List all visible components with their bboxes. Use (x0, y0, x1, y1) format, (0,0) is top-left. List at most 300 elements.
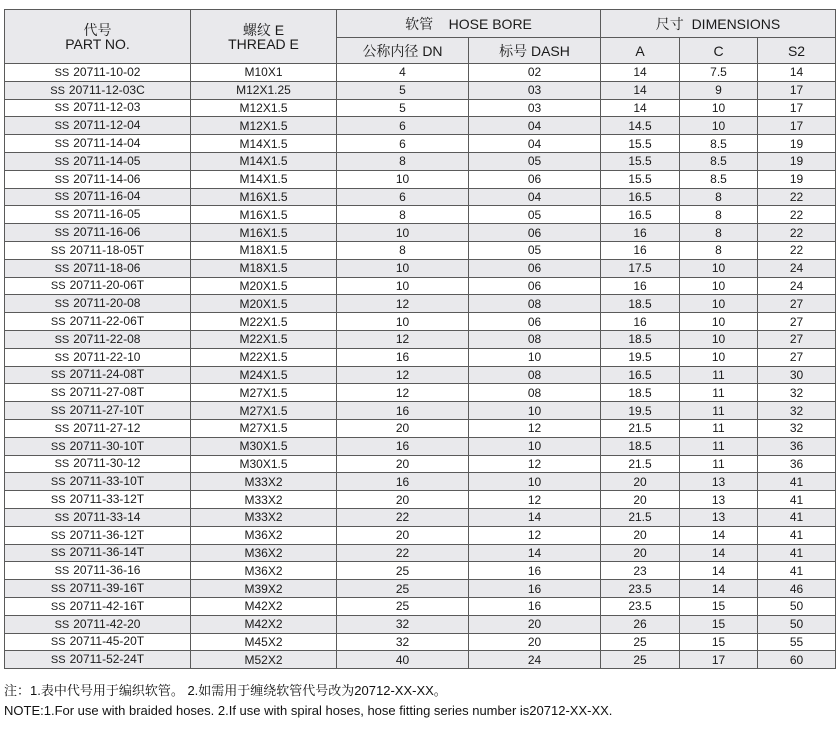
thread-cell: M39X2 (191, 580, 337, 598)
dim-a-cell: 16.5 (601, 206, 680, 224)
part-number: 20711-14-06 (73, 171, 141, 186)
spec-table-body (5, 64, 836, 669)
thread-cell: M10X1 (191, 64, 337, 82)
part-no-cell (5, 224, 191, 242)
dn-cell: 20 (337, 455, 469, 473)
dim-a-cell: 18.5 (601, 437, 680, 455)
thread-cell: M36X2 (191, 562, 337, 580)
part-no-cell (5, 562, 191, 580)
part-number: 20711-20-08 (73, 296, 141, 311)
dim-s2-cell: 50 (758, 597, 836, 615)
material-prefix: SS (50, 583, 66, 595)
part-number: 20711-24-08T (69, 367, 145, 382)
thread-cell: M42X2 (191, 615, 337, 633)
dash-cell: 03 (469, 99, 601, 117)
dash-cell: 10 (469, 348, 601, 366)
dim-a-cell: 16 (601, 241, 680, 259)
dn-cell: 10 (337, 313, 469, 331)
dimensions-header (601, 10, 836, 38)
part-number: 20711-33-14 (73, 509, 141, 524)
part-no-cell (5, 241, 191, 259)
dim-a-cell: 16 (601, 277, 680, 295)
hose-bore-header (337, 10, 601, 38)
part-number: 20711-12-03 (73, 100, 141, 115)
dim-c-cell: 10 (680, 277, 758, 295)
material-prefix: SS (54, 422, 70, 435)
dim-a-cell: 15.5 (601, 152, 680, 170)
dim-a-cell: 16 (601, 224, 680, 242)
material-prefix: SS (50, 494, 66, 507)
dash-header: 标号 DASH (469, 38, 601, 64)
table-row (5, 135, 836, 153)
dim-s2-cell: 30 (758, 366, 836, 384)
dim-s2-cell: 41 (758, 473, 836, 491)
dim-s2-cell: 27 (758, 313, 836, 331)
material-prefix: SS (50, 316, 66, 329)
table-row (5, 526, 836, 544)
part-no-cell (5, 277, 191, 295)
note-en: NOTE:1.For use with braided hoses. 2.If use with spiral hoses, hose fitting series number is20712-XX-XX. (4, 703, 613, 718)
material-prefix: SS (54, 120, 70, 133)
dim-s2-cell: 41 (758, 562, 836, 580)
part-no-cell (5, 135, 191, 153)
thread-header (191, 10, 337, 64)
dim-a-cell: 19.5 (601, 402, 680, 420)
thread-cell: M22X1.5 (191, 348, 337, 366)
dash-cell: 08 (469, 295, 601, 313)
table-row (5, 313, 836, 331)
material-prefix: SS (54, 155, 70, 168)
part-no-cell (5, 455, 191, 473)
dim-c-cell: 7.5 (680, 64, 758, 82)
dn-cell: 4 (337, 64, 469, 82)
part-number: 20711-12-03C (68, 82, 145, 97)
dn-cell: 20 (337, 526, 469, 544)
part-no-cell (5, 313, 191, 331)
thread-cell: M18X1.5 (191, 241, 337, 259)
thread-cell: M12X1.5 (191, 117, 337, 135)
material-prefix: SS (54, 262, 70, 275)
thread-cell: M36X2 (191, 544, 337, 562)
dn-cell: 22 (337, 508, 469, 526)
dash-cell: 20 (469, 615, 601, 633)
table-row (5, 170, 836, 188)
dim-c-header: C (680, 38, 758, 64)
dim-a-cell: 14 (601, 99, 680, 117)
dim-c-cell: 17 (680, 651, 758, 669)
thread-cell: M22X1.5 (191, 313, 337, 331)
part-number: 20711-36-12T (69, 527, 145, 542)
table-row (5, 491, 836, 509)
dim-c-cell: 10 (680, 330, 758, 348)
material-prefix: SS (54, 298, 70, 311)
dim-c-cell: 9 (680, 81, 758, 99)
dn-cell: 25 (337, 562, 469, 580)
dn-cell: 22 (337, 544, 469, 562)
dash-cell: 06 (469, 170, 601, 188)
dim-c-cell: 15 (680, 597, 758, 615)
table-row (5, 366, 836, 384)
table-row (5, 615, 836, 633)
table-row (5, 419, 836, 437)
material-prefix: SS (50, 547, 66, 560)
thread-cell: M14X1.5 (191, 170, 337, 188)
dn-cell: 12 (337, 366, 469, 384)
part-number: 20711-39-16T (69, 581, 145, 595)
part-number: 20711-27-10T (69, 403, 145, 418)
dim-s2-cell: 36 (758, 437, 836, 455)
thread-cell: M20X1.5 (191, 277, 337, 295)
dim-s2-cell: 36 (758, 455, 836, 473)
dim-a-cell: 15.5 (601, 170, 680, 188)
dim-s2-cell: 41 (758, 508, 836, 526)
dim-c-cell: 11 (680, 384, 758, 402)
dimensions-header-en: DIMENSIONS (691, 15, 781, 32)
table-row (5, 562, 836, 580)
dash-cell: 06 (469, 277, 601, 295)
material-prefix: SS (50, 280, 66, 293)
dim-a-cell: 20 (601, 491, 680, 509)
dim-s2-cell: 17 (758, 99, 836, 117)
dim-a-cell: 19.5 (601, 348, 680, 366)
dim-s2-cell: 60 (758, 651, 836, 669)
dn-cell: 25 (337, 580, 469, 598)
table-row (5, 508, 836, 526)
table-row (5, 188, 836, 206)
part-no-cell (5, 366, 191, 384)
material-prefix: SS (50, 636, 66, 649)
dn-cell: 8 (337, 241, 469, 259)
part-number: 20711-33-10T (69, 474, 145, 489)
thread-cell: M16X1.5 (191, 188, 337, 206)
dim-s2-cell: 22 (758, 224, 836, 242)
part-no-cell (5, 491, 191, 509)
part-no-cell (5, 402, 191, 420)
dim-c-cell: 8 (680, 241, 758, 259)
dash-cell: 06 (469, 259, 601, 277)
table-row (5, 224, 836, 242)
dim-s2-cell: 50 (758, 615, 836, 633)
thread-cell: M12X1.5 (191, 99, 337, 117)
dim-c-cell: 8 (680, 224, 758, 242)
part-no-header-cn: 代号 (83, 21, 112, 38)
part-number: 20711-20-06T (69, 278, 145, 293)
part-no-cell (5, 152, 191, 170)
part-no-cell (5, 206, 191, 224)
thread-cell: M36X2 (191, 526, 337, 544)
material-prefix: SS (50, 387, 66, 400)
dim-s2-cell: 17 (758, 117, 836, 135)
dim-a-cell: 23.5 (601, 597, 680, 615)
material-prefix: SS (54, 565, 70, 578)
table-row (5, 597, 836, 615)
dim-c-cell: 13 (680, 508, 758, 526)
dash-cell: 05 (469, 152, 601, 170)
table-row (5, 241, 836, 259)
material-prefix: SS (50, 84, 65, 97)
table-row (5, 259, 836, 277)
part-number: 20711-30-12 (73, 456, 141, 471)
part-number: 20711-45-20T (69, 634, 145, 649)
thread-cell: M24X1.5 (191, 366, 337, 384)
dim-c-cell: 8.5 (680, 170, 758, 188)
part-number: 20711-42-16T (69, 598, 145, 613)
thread-cell: M33X2 (191, 508, 337, 526)
hose-bore-header-cn: 软管 (405, 15, 434, 32)
fitting-spec-table (4, 9, 836, 669)
dn-cell: 12 (337, 384, 469, 402)
dn-cell: 32 (337, 615, 469, 633)
dim-c-cell: 11 (680, 419, 758, 437)
note-cn: 注：1.表中代号用于编织软管。 2.如需用于缠绕软管代号改为20712-XX-XX。 (4, 683, 447, 698)
table-row (5, 437, 836, 455)
thread-cell: M45X2 (191, 633, 337, 651)
dim-a-cell: 14 (601, 64, 680, 82)
dash-cell: 24 (469, 651, 601, 669)
dim-c-cell: 13 (680, 491, 758, 509)
part-number: 20711-33-12T (69, 492, 145, 507)
table-row (5, 348, 836, 366)
dn-cell: 16 (337, 473, 469, 491)
dim-s2-cell: 22 (758, 206, 836, 224)
table-row (5, 384, 836, 402)
dim-a-cell: 20 (601, 544, 680, 562)
dn-cell: 6 (337, 117, 469, 135)
dash-cell: 06 (469, 224, 601, 242)
dim-a-cell: 25 (601, 633, 680, 651)
dim-a-cell: 18.5 (601, 330, 680, 348)
dash-cell: 04 (469, 188, 601, 206)
dn-cell: 20 (337, 491, 469, 509)
dn-cell: 8 (337, 152, 469, 170)
dash-cell: 08 (469, 366, 601, 384)
dash-cell: 16 (469, 562, 601, 580)
dash-cell: 16 (469, 597, 601, 615)
dim-s2-cell: 24 (758, 277, 836, 295)
part-no-cell (5, 615, 191, 633)
material-prefix: SS (54, 191, 70, 204)
part-number: 20711-18-05T (69, 242, 145, 257)
notes (4, 681, 834, 721)
thread-cell: M42X2 (191, 597, 337, 615)
thread-cell: M16X1.5 (191, 206, 337, 224)
part-no-cell (5, 508, 191, 526)
dim-a-cell: 16.5 (601, 366, 680, 384)
dash-cell: 14 (469, 544, 601, 562)
table-row (5, 473, 836, 491)
thread-cell: M14X1.5 (191, 135, 337, 153)
dim-a-cell: 20 (601, 473, 680, 491)
dim-s2-cell: 17 (758, 81, 836, 99)
dim-a-cell: 16 (601, 313, 680, 331)
dim-s2-cell: 19 (758, 152, 836, 170)
dn-cell: 10 (337, 170, 469, 188)
dim-c-cell: 11 (680, 455, 758, 473)
thread-cell: M52X2 (191, 651, 337, 669)
part-number: 20711-18-06 (73, 260, 141, 275)
dim-c-cell: 13 (680, 473, 758, 491)
part-number: 20711-27-08T (69, 385, 145, 400)
part-no-cell (5, 544, 191, 562)
dn-cell: 10 (337, 224, 469, 242)
dim-s2-cell: 14 (758, 64, 836, 82)
table-row (5, 206, 836, 224)
material-prefix: SS (54, 66, 70, 79)
dn-cell: 6 (337, 188, 469, 206)
part-no-cell (5, 526, 191, 544)
thread-cell: M27X1.5 (191, 384, 337, 402)
thread-header-cn: 螺纹 E (242, 21, 285, 38)
part-no-cell (5, 419, 191, 437)
thread-cell: M27X1.5 (191, 402, 337, 420)
table-row (5, 295, 836, 313)
dash-cell: 16 (469, 580, 601, 598)
dim-c-cell: 10 (680, 348, 758, 366)
dim-a-cell: 25 (601, 651, 680, 669)
material-prefix: SS (54, 333, 70, 346)
part-number: 20711-14-05 (73, 153, 141, 168)
dash-cell: 10 (469, 473, 601, 491)
part-no-cell (5, 651, 191, 669)
part-number: 20711-22-06T (69, 314, 145, 329)
dim-s2-cell: 22 (758, 241, 836, 259)
dim-s2-cell: 22 (758, 188, 836, 206)
thread-cell: M22X1.5 (191, 330, 337, 348)
dim-s2-cell: 41 (758, 544, 836, 562)
dn-cell: 16 (337, 402, 469, 420)
table-row (5, 330, 836, 348)
dn-cell: 5 (337, 99, 469, 117)
part-no-cell (5, 330, 191, 348)
dash-cell: 10 (469, 437, 601, 455)
hose-bore-header-en: HOSE BORE (448, 15, 532, 32)
part-no-header (5, 10, 191, 64)
dim-s2-cell: 46 (758, 580, 836, 598)
dim-a-cell: 21.5 (601, 508, 680, 526)
part-number: 20711-36-14T (69, 545, 145, 560)
dim-c-cell: 14 (680, 526, 758, 544)
thread-cell: M12X1.25 (191, 81, 337, 99)
dim-a-cell: 21.5 (601, 419, 680, 437)
dim-s2-cell: 55 (758, 633, 836, 651)
part-number: 20711-30-10T (69, 438, 145, 453)
dim-a-cell: 14 (601, 81, 680, 99)
dim-c-cell: 10 (680, 313, 758, 331)
dn-cell: 25 (337, 597, 469, 615)
thread-header-en: THREAD E (228, 35, 299, 52)
dn-cell: 12 (337, 295, 469, 313)
dim-s2-cell: 19 (758, 135, 836, 153)
dim-a-cell: 14.5 (601, 117, 680, 135)
material-prefix: SS (50, 654, 66, 667)
part-no-cell (5, 437, 191, 455)
dim-s2-cell: 41 (758, 491, 836, 509)
table-row (5, 402, 836, 420)
dim-c-cell: 11 (680, 402, 758, 420)
dash-cell: 12 (469, 526, 601, 544)
table-row (5, 117, 836, 135)
table-row (5, 99, 836, 117)
dim-a-cell: 26 (601, 615, 680, 633)
dim-c-cell: 14 (680, 544, 758, 562)
thread-cell: M14X1.5 (191, 152, 337, 170)
dim-c-cell: 10 (680, 259, 758, 277)
thread-cell: M33X2 (191, 473, 337, 491)
dim-a-cell: 17.5 (601, 259, 680, 277)
dn-header: 公称内径 DN (337, 38, 469, 64)
dash-cell: 05 (469, 206, 601, 224)
dash-cell: 14 (469, 508, 601, 526)
table-row (5, 277, 836, 295)
material-prefix: SS (54, 351, 70, 364)
part-no-cell (5, 99, 191, 117)
part-number: 20711-16-06 (73, 225, 141, 240)
material-prefix: SS (54, 173, 70, 186)
dim-c-cell: 10 (680, 117, 758, 135)
dim-c-cell: 8.5 (680, 135, 758, 153)
dim-a-cell: 21.5 (601, 455, 680, 473)
dim-a-cell: 16.5 (601, 188, 680, 206)
part-no-cell (5, 633, 191, 651)
dn-cell: 10 (337, 259, 469, 277)
dn-cell: 20 (337, 419, 469, 437)
dim-s2-cell: 19 (758, 170, 836, 188)
part-number: 20711-16-05 (73, 207, 141, 222)
part-no-cell (5, 384, 191, 402)
material-prefix: SS (50, 600, 66, 613)
dim-c-cell: 11 (680, 437, 758, 455)
part-no-cell (5, 117, 191, 135)
dash-cell: 05 (469, 241, 601, 259)
material-prefix: SS (50, 405, 66, 418)
part-number: 20711-12-04 (73, 118, 141, 133)
thread-cell: M20X1.5 (191, 295, 337, 313)
dash-cell: 10 (469, 402, 601, 420)
dash-cell: 12 (469, 491, 601, 509)
dn-cell: 12 (337, 330, 469, 348)
dn-cell: 10 (337, 277, 469, 295)
table-row (5, 544, 836, 562)
dim-s2-cell: 32 (758, 419, 836, 437)
part-no-cell (5, 473, 191, 491)
dash-cell: 04 (469, 135, 601, 153)
dim-s2-cell: 24 (758, 259, 836, 277)
material-prefix: SS (50, 440, 66, 453)
part-number: 20711-27-12 (73, 420, 141, 435)
dn-cell: 8 (337, 206, 469, 224)
thread-cell: M18X1.5 (191, 259, 337, 277)
dim-a-cell: 18.5 (601, 384, 680, 402)
dim-s2-cell: 27 (758, 330, 836, 348)
dim-s2-cell: 32 (758, 402, 836, 420)
thread-cell: M33X2 (191, 491, 337, 509)
material-prefix: SS (50, 369, 66, 382)
part-no-cell (5, 295, 191, 313)
part-number: 20711-36-16 (73, 563, 141, 578)
dash-cell: 20 (469, 633, 601, 651)
material-prefix: SS (54, 511, 70, 524)
dim-c-cell: 8.5 (680, 152, 758, 170)
dim-c-cell: 11 (680, 366, 758, 384)
dash-cell: 04 (469, 117, 601, 135)
thread-cell: M30X1.5 (191, 455, 337, 473)
dim-a-cell: 23.5 (601, 580, 680, 598)
dash-cell: 08 (469, 384, 601, 402)
dim-s2-cell: 27 (758, 348, 836, 366)
dim-c-cell: 10 (680, 99, 758, 117)
part-no-cell (5, 188, 191, 206)
dash-cell: 03 (469, 81, 601, 99)
